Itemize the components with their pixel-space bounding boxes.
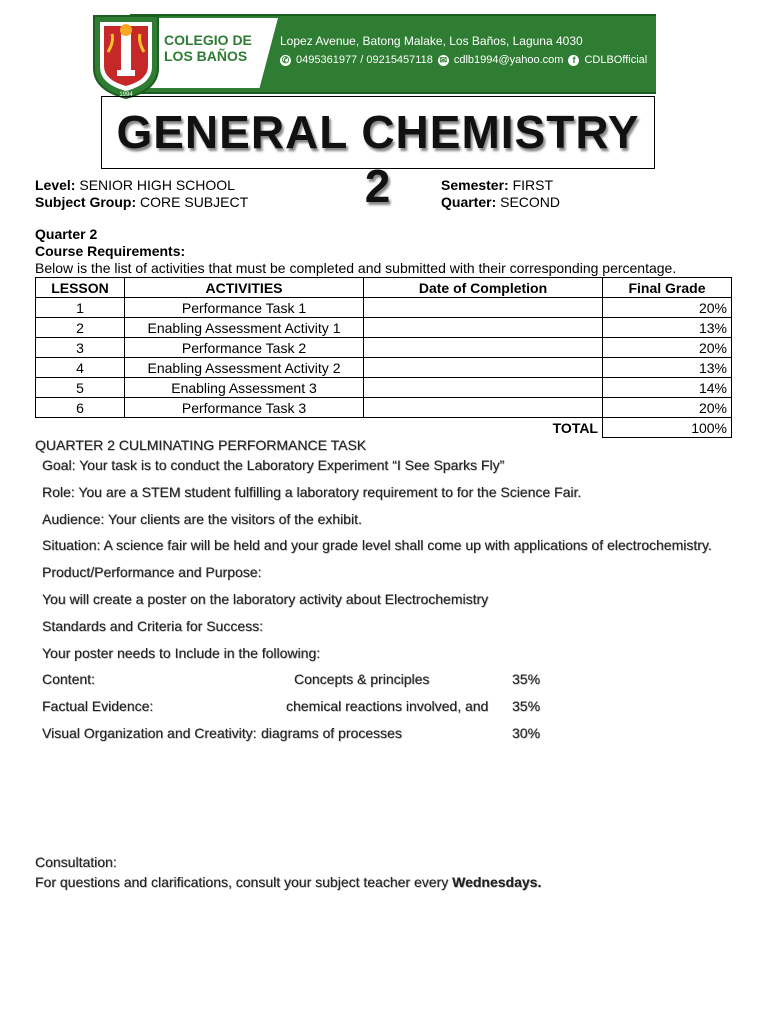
audience-text: Audience: Your clients are the visitors of the exhibit.	[42, 511, 362, 527]
facebook-handle: CDLBOfficial	[584, 54, 648, 66]
school-seal-icon	[90, 12, 162, 100]
column-header-date: Date of Completion	[364, 278, 603, 298]
consultation-text: For questions and clarifications, consult your subject teacher every Wednesdays.	[35, 874, 542, 890]
grade-cell: 13%	[603, 318, 732, 338]
consultation-day: Wednesdays.	[452, 874, 542, 890]
requirements-description: Below is the list of activities that must be completed and submitted with their corresponding percentage.	[35, 260, 677, 276]
product-heading: Product/Performance and Purpose:	[42, 564, 262, 580]
table-row	[36, 318, 732, 338]
date-cell	[364, 318, 603, 338]
performance-task-heading: QUARTER 2 CULMINATING PERFORMANCE TASK	[35, 437, 367, 453]
table-header-row	[36, 278, 732, 298]
column-header-lesson: LESSON	[36, 278, 125, 298]
lesson-cell: 6	[36, 398, 125, 418]
criterion-description: Concepts & principles	[294, 671, 430, 687]
table-row	[36, 338, 732, 358]
role-text: Role: You are a STEM student fulfilling a laboratory requirement to for the Science Fair.	[42, 484, 582, 500]
quarter-value: SECOND	[500, 194, 561, 210]
product-text: You will create a poster on the laboratory activity about Electrochemistry	[42, 591, 489, 607]
phone-icon: ✆	[281, 54, 290, 65]
course-requirements-heading: Course Requirements:	[35, 243, 186, 259]
date-cell	[364, 398, 603, 418]
school-address: Lopez Avenue, Batong Malake, Los Baños, Laguna 4030	[280, 34, 583, 48]
lesson-cell: 5	[36, 378, 125, 398]
date-cell	[364, 298, 603, 318]
column-header-activities: ACTIVITIES	[125, 278, 364, 298]
lesson-cell: 1	[36, 298, 125, 318]
email-address: cdlb1994@yahoo.com	[453, 54, 564, 66]
subject-group-value: CORE SUBJECT	[140, 194, 249, 210]
total-row	[36, 418, 732, 438]
requirements-table	[35, 277, 732, 438]
activity-cell: Enabling Assessment 3	[125, 378, 364, 398]
criterion-percentage: 35%	[512, 698, 541, 714]
activity-cell: Performance Task 2	[125, 338, 364, 358]
contact-row	[280, 54, 647, 66]
activity-cell: Enabling Assessment Activity 1	[125, 318, 364, 338]
grade-cell: 20%	[603, 338, 732, 358]
grade-cell: 14%	[603, 378, 732, 398]
table-row	[36, 298, 732, 318]
goal-text: Goal: Your task is to conduct the Laboratory Experiment “I See Sparks Fly”	[42, 457, 505, 473]
situation-text: Situation: A science fair will be held and your grade level shall come up with applications of electrochemistry.	[42, 537, 712, 553]
activity-cell: Performance Task 1	[125, 298, 364, 318]
criterion-percentage: 30%	[512, 725, 541, 741]
criterion-name: Factual Evidence:	[42, 698, 154, 714]
table-row	[36, 398, 732, 418]
quarter-heading: Quarter 2	[35, 226, 98, 242]
criterion-name: Visual Organization and Creativity:	[42, 725, 257, 741]
subject-group-line: Subject Group: CORE SUBJECT	[35, 194, 249, 210]
activity-cell: Enabling Assessment Activity 2	[125, 358, 364, 378]
criterion-name: Content:	[42, 671, 95, 687]
criterion-description: chemical reactions involved, and	[286, 698, 489, 714]
semester-line: Semester: FIRST	[441, 177, 554, 193]
standards-heading: Standards and Criteria for Success:	[42, 618, 263, 634]
consultation-heading: Consultation:	[35, 854, 117, 870]
svg-text:1994: 1994	[119, 92, 133, 98]
grade-cell: 20%	[603, 298, 732, 318]
table-row	[36, 378, 732, 398]
grade-cell: 20%	[603, 398, 732, 418]
column-header-grade: Final Grade	[603, 278, 732, 298]
semester-value: FIRST	[512, 177, 554, 193]
phone-number: 0495361977 / 09215457118	[296, 54, 433, 66]
quarter-line: Quarter: SECOND	[441, 194, 561, 210]
level-line: Level: SENIOR HIGH SCHOOL	[35, 177, 235, 193]
activity-cell: Performance Task 3	[125, 398, 364, 418]
level-value: SENIOR HIGH SCHOOL	[79, 177, 235, 193]
include-text: Your poster needs to Include in the following:	[42, 645, 321, 661]
lesson-cell: 3	[36, 338, 125, 358]
date-cell	[364, 358, 603, 378]
criterion-percentage: 35%	[512, 671, 541, 687]
lesson-cell: 2	[36, 318, 125, 338]
date-cell	[364, 378, 603, 398]
email-icon: ✉	[439, 54, 448, 65]
document-title: GENERAL CHEMISTRY 2	[116, 106, 640, 212]
facebook-icon: f	[568, 55, 579, 66]
lesson-cell: 4	[36, 358, 125, 378]
school-header	[88, 12, 656, 100]
criterion-description: diagrams of processes	[261, 725, 402, 741]
total-label: TOTAL	[36, 418, 603, 438]
school-name: COLEGIO DE LOS BAÑOS	[164, 32, 252, 64]
grade-cell: 13%	[603, 358, 732, 378]
date-cell	[364, 338, 603, 358]
table-row	[36, 358, 732, 378]
total-value: 100%	[603, 418, 732, 438]
